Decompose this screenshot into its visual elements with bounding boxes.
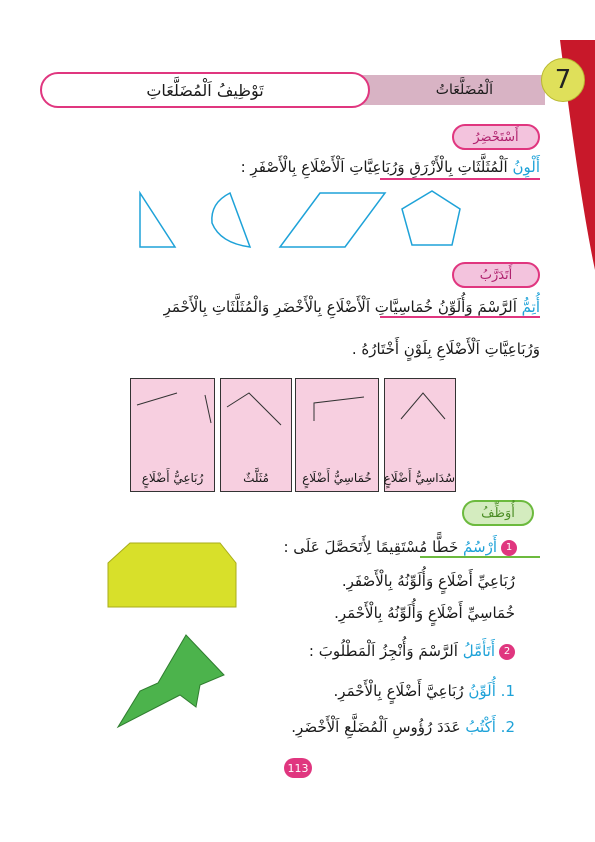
practice-text: اَلرَّسْمَ وَأُلَوِّنُ خُمَاسِيَّاتِ اَلْأَضْلَاعِ بِالْأَخْضَرِ وَالْمُثَلَّثَاتِ بِالْأَحْمَرِ: [163, 298, 522, 316]
lesson-title: [40, 72, 370, 108]
q2-item1-text: رُبَاعِيَّ أَضْلَاعٍ بِالْأَحْمَرِ.: [333, 682, 469, 700]
hexagon-label: سُدَاسِيُّ أَضْلَاعٍ: [383, 471, 455, 485]
unit-name: اَلْمُضَلَّعَاتُ: [435, 82, 493, 98]
recall-shapes: [120, 185, 480, 255]
apply-q1-line2: [342, 572, 515, 590]
practice-verb: أُتِمُّ: [521, 298, 540, 316]
recall-text: اَلْمُثَلَّثَاتِ بِالْأَزْرَقِ وَرُبَاعِيَّاتِ اَلْأَضْلَاعِ بِالْأَصْفَرِ :: [240, 158, 513, 176]
parallelogram-shape: [280, 193, 385, 247]
half-circle-shape: [212, 193, 250, 247]
page-number: [284, 758, 312, 778]
apply-q2-item2: [291, 718, 515, 736]
recall-tab-label: أَسْتَحْضِرُ: [473, 129, 519, 145]
q1-line2-text: رُبَاعِيِّ أَضْلَاعٍ وَأُلَوِّنُهُ بِالْأَصْفَرِ.: [341, 572, 515, 590]
practice-line2-text: وَرُبَاعِيَّاتِ اَلْأَضْلَاعِ بِلَوْنٍ أَخْتَارُهُ .: [351, 340, 540, 358]
q2-item2-verb: أَكْتُبُ: [465, 718, 496, 736]
apply-tab-label: أُوَظِّفُ: [481, 505, 515, 521]
pentagon-box[interactable]: [295, 378, 379, 492]
apply-q1-line3: [334, 604, 515, 622]
practice-line2: [352, 340, 540, 358]
q2-item2-text: عَدَدَ رُؤُوسِ اَلْمُضَلَّعِ اَلْأَخْضَرِ.: [291, 718, 466, 736]
recall-tab: [452, 124, 540, 150]
quadrilateral-label: رُبَاعِيُّ أَضْلَاعٍ: [141, 471, 204, 485]
practice-underline: [380, 316, 540, 318]
quadrilateral-box[interactable]: [130, 378, 215, 492]
triangle-label: مُثَلَّثٌ: [243, 471, 269, 485]
apply-underline: [420, 556, 540, 558]
pentagon-label: خُمَاسِيُّ أَضْلَاعٍ: [302, 471, 372, 485]
q2-badge: 2: [499, 644, 515, 660]
practice-tab-label: أَتَدَرَّبُ: [479, 267, 513, 283]
recall-instruction: [241, 158, 540, 176]
unit-number: 7: [554, 65, 572, 95]
q1-line3-text: خُمَاسِيِّ أَضْلَاعٍ وَأُلَوِّنُهُ بِالْأَحْمَرِ.: [334, 604, 515, 622]
practice-line1: [164, 298, 540, 316]
q1-badge: 1: [501, 540, 517, 556]
recall-verb: أَلْوِنُ: [512, 158, 540, 176]
q2-text: اَلرَّسْمَ وَأُنْجِزُ اَلْمَطْلُوبَ :: [308, 642, 463, 660]
green-polygon-shape: [118, 635, 224, 727]
lesson-title-text: تَوْظِيفُ اَلْمُضَلَّعَاتِ: [146, 80, 264, 100]
q2-item1-verb: أُلَوِّنُ: [468, 682, 496, 700]
hexagon-box[interactable]: [384, 378, 456, 492]
q2-verb: أَتَأَمَّلُ: [462, 642, 495, 660]
unit-number-badge: [541, 58, 585, 102]
pentagon-shape: [402, 191, 460, 245]
practice-tab: [452, 262, 540, 288]
triangle-shape: [140, 193, 175, 247]
q2-item1-number: 1.: [500, 682, 515, 700]
triangle-box[interactable]: [220, 378, 292, 492]
apply-q2-item1: [334, 682, 515, 700]
q1-text: خَطًّا مُسْتَقِيمًا لِأَتَحَصَّلَ عَلَى :: [283, 538, 464, 556]
recall-underline: [380, 178, 540, 180]
apply-tab: [462, 500, 534, 526]
q1-verb: أَرْسُمُ: [463, 538, 497, 556]
unit-band: [355, 75, 545, 105]
page-number-text: 113: [287, 761, 309, 775]
apply-q2: [309, 642, 515, 660]
yellow-hexagon-shape: [108, 543, 236, 607]
apply-shapes: [100, 535, 260, 745]
q2-item2-number: 2.: [500, 718, 515, 736]
apply-q1: [283, 538, 517, 556]
